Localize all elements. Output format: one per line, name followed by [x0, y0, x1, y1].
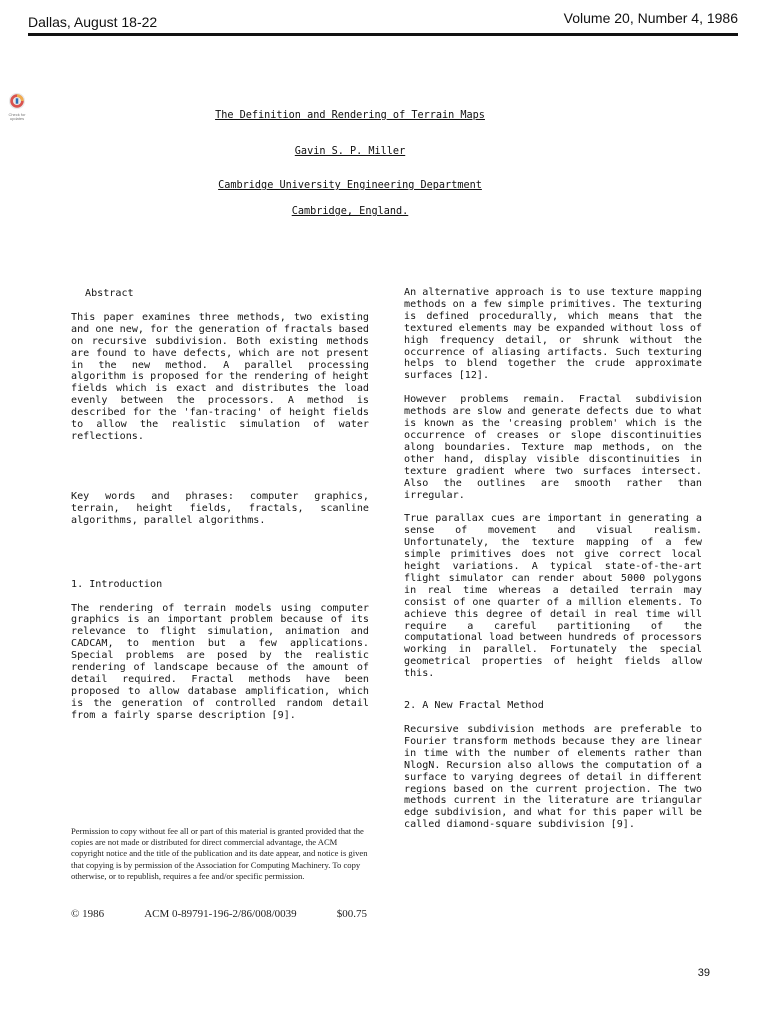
- header-rule: [28, 33, 738, 36]
- copyright-year: © 1986: [71, 908, 105, 920]
- paragraph-texture-mapping: An alternative approach is to use texture mapping methods on a few simple primitives. The texturing is defined procedurally, which means that the textured elements may be expanded without loss of high frequency detail, or shrunk without the occurrence of aliasing artifacts. Such texturing helps to blend together the crude approximate surfaces [12].: [404, 287, 702, 382]
- copyright-line: [71, 908, 367, 920]
- badge-label-1: Check for: [8, 112, 26, 117]
- section-2-text: Recursive subdivision methods are preferable to Fourier transform methods because they are linear in time with the number of elements rather than NlogN. Recursion also allows the computation of a surface to varying degrees of detail in different regions based on the current projection. The two methods current in the literature are triangular edge subdivision, and what for this paper will be called diamond-square subdivision [9].: [404, 724, 702, 831]
- affiliation: Cambridge University Engineering Department: [218, 180, 482, 191]
- page-number: 39: [697, 967, 710, 979]
- section-1-text: The rendering of terrain models using computer graphics is an important problem because of its relevance to flight simulation, animation and CADCAM, to mention but a few applications. Special problems are posed by the realistic rendering of landscape because of the amount of detail required. Fractal methods have been proposed to allow database amplification, which is the generation of controlled random detail from a fairly sparse description [9].: [71, 602, 369, 721]
- left-column: [71, 288, 369, 734]
- paragraph-problems: However problems remain. Fractal subdivision methods are slow and generate defects due to what is known as the 'creasing problem' which is the occurrence of creases or slope discontinuities along boundaries. Texture map methods, on the other hand, display visible discontinuities in texture gradient where two surfaces intersect. Also the outlines are smooth rather than irregular.: [404, 394, 702, 501]
- right-column: [404, 287, 702, 843]
- location: Cambridge, England.: [291, 206, 409, 217]
- section-2-heading: 2. A New Fractal Method: [404, 700, 544, 712]
- abstract-text: This paper examines three methods, two existing and one new, for the generation of fractals based on recursive subdivision. Both existing methods are found to have defects, which are not present in the new method. A parallel processing algorithm is proposed for the rendering of height fields which is exact and distributes the load evenly between the processors. A method is described for the 'fan-tracing' of height fields to allow the realistic simulation of water reflections.: [71, 311, 369, 442]
- permission-notice: Permission to copy without fee all or part of this material is granted provided that the copies are not made or distributed for direct commercial advantage, the ACM copyright notice and the title of the publication and its date appear, and notice is given that copying is by permission of the Association for Computing Machinery. To copy otherwise, or to republish, requires a fee and/or specific permission.: [71, 826, 368, 881]
- check-for-updates-icon: [8, 92, 26, 110]
- paper-title: The Definition and Rendering of Terrain Maps: [215, 110, 485, 121]
- badge-label-2: updates: [9, 116, 25, 121]
- keywords: Key words and phrases: computer graphics, terrain, height fields, fractals, scanline algorithms, parallel algorithms.: [71, 490, 369, 526]
- acm-code: ACM 0-89791-196-2/86/008/0039: [144, 908, 297, 920]
- paragraph-parallax: True parallax cues are important in generating a sense of movement and visual realism. Unfortunately, the texture mapping of a few simple primitives does not give correct local height variations. A typical state-of-the-art flight simulator can render about 5000 polygons in real time whereas a detailed terrain may consist of one quarter of a million elements. To achieve this degree of detail in real time will require a careful partitioning of the computational load between hundreds of processors working in parallel. Fortunately the special geometrical properties of height fields allow this.: [404, 513, 702, 680]
- section-1-heading: 1. Introduction: [71, 578, 163, 590]
- price: $00.75: [336, 908, 367, 920]
- abstract-heading: Abstract: [85, 288, 134, 299]
- header-location-date: Dallas, August 18-22: [28, 14, 158, 30]
- running-header: [28, 8, 738, 32]
- header-volume: Volume 20, Number 4, 1986: [563, 10, 738, 26]
- author-name: Gavin S. P. Miller: [294, 146, 406, 157]
